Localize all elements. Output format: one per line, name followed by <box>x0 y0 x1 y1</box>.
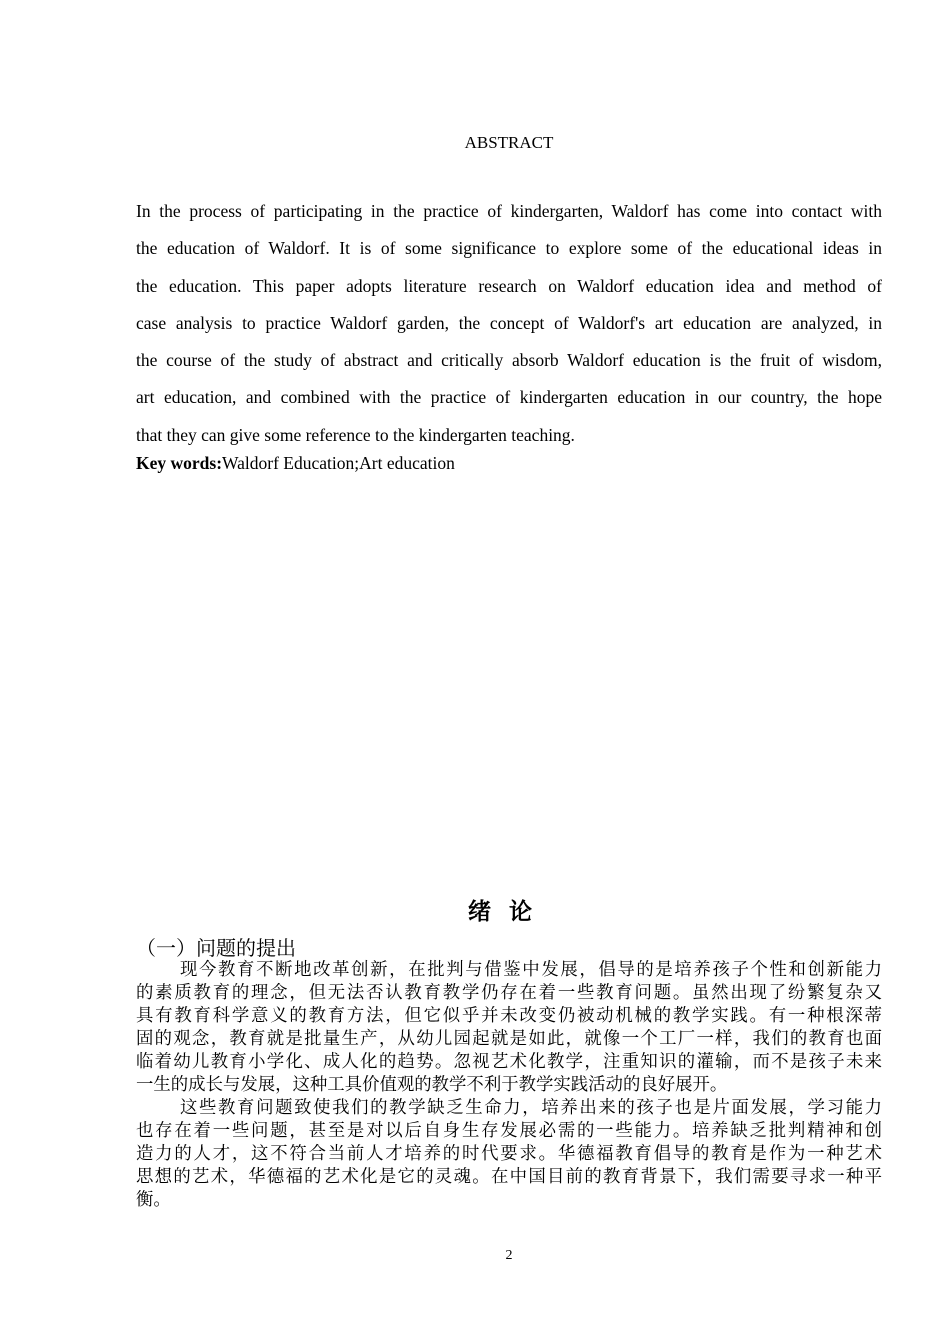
abstract-line: the education of Waldorf. It is of some significance to explore some of the educational ideas in <box>136 238 882 259</box>
abstract-line: that they can give some reference to the kindergarten teaching. <box>136 424 575 445</box>
intro-line: 一生的成长与发展，这种工具价值观的教学不利于教学实践活动的良好展开。 <box>136 1074 728 1094</box>
abstract-line: the course of the study of abstract and critically absorb Waldorf education is the fruit of wisdom, <box>136 350 882 371</box>
abstract-line: art education, and combined with the practice of kindergarten education in our country, the hope <box>136 387 882 408</box>
abstract-body <box>136 193 882 454</box>
page-number: 2 <box>505 1248 513 1263</box>
intro-line: 临着幼儿教育小学化、成人化的趋势。忽视艺术化教学，注重知识的灌输，而不是孩子未来 <box>136 1051 882 1071</box>
intro-line: 也存在着一些问题，甚至是对以后自身生存发展必需的一些能力。培养缺乏批判精神和创 <box>136 1120 882 1140</box>
intro-title: 绪论 <box>468 899 550 924</box>
keywords <box>136 453 455 474</box>
intro-line: 衡。 <box>136 1189 171 1209</box>
intro-subtitle: （一）问题的提出 <box>136 938 296 960</box>
keywords-label: Key words: <box>136 453 223 473</box>
intro-body <box>136 958 882 1211</box>
intro-line: 造力的人才，这不符合当前人才培养的时代要求。华德福教育倡导的教育是作为一种艺术 <box>136 1143 882 1163</box>
intro-line: 的素质教育的理念，但无法否认教育教学仍存在着一些教育问题。虽然出现了纷繁复杂又 <box>136 982 882 1002</box>
intro-line: 这些教育问题致使我们的教学缺乏生命力，培养出来的孩子也是片面发展，学习能力 <box>180 1097 882 1117</box>
abstract-title: ABSTRACT <box>464 133 554 152</box>
intro-line: 思想的艺术，华德福的艺术化是它的灵魂。在中国目前的教育背景下，我们需要寻求一种平 <box>136 1166 882 1186</box>
intro-line: 固的观念，教育就是批量生产，从幼儿园起就是如此，就像一个工厂一样，我们的教育也面 <box>136 1028 882 1048</box>
abstract-line: the education. This paper adopts literature research on Waldorf education idea and method of <box>136 275 882 296</box>
keywords-value: Waldorf Education;Art education <box>222 453 455 473</box>
intro-line: 现今教育不断地改革创新，在批判与借鉴中发展，倡导的是培养孩子个性和创新能力 <box>180 959 882 979</box>
abstract-line: case analysis to practice Waldorf garden, the concept of Waldorf's art education are analyzed, in <box>136 312 882 333</box>
intro-line: 具有教育科学意义的教育方法，但它似乎并未改变仍被动机械的教学实践。有一种根深蒂 <box>136 1005 882 1025</box>
abstract-line: In the process of participating in the practice of kindergarten, Waldorf has come into contact with <box>136 201 882 221</box>
